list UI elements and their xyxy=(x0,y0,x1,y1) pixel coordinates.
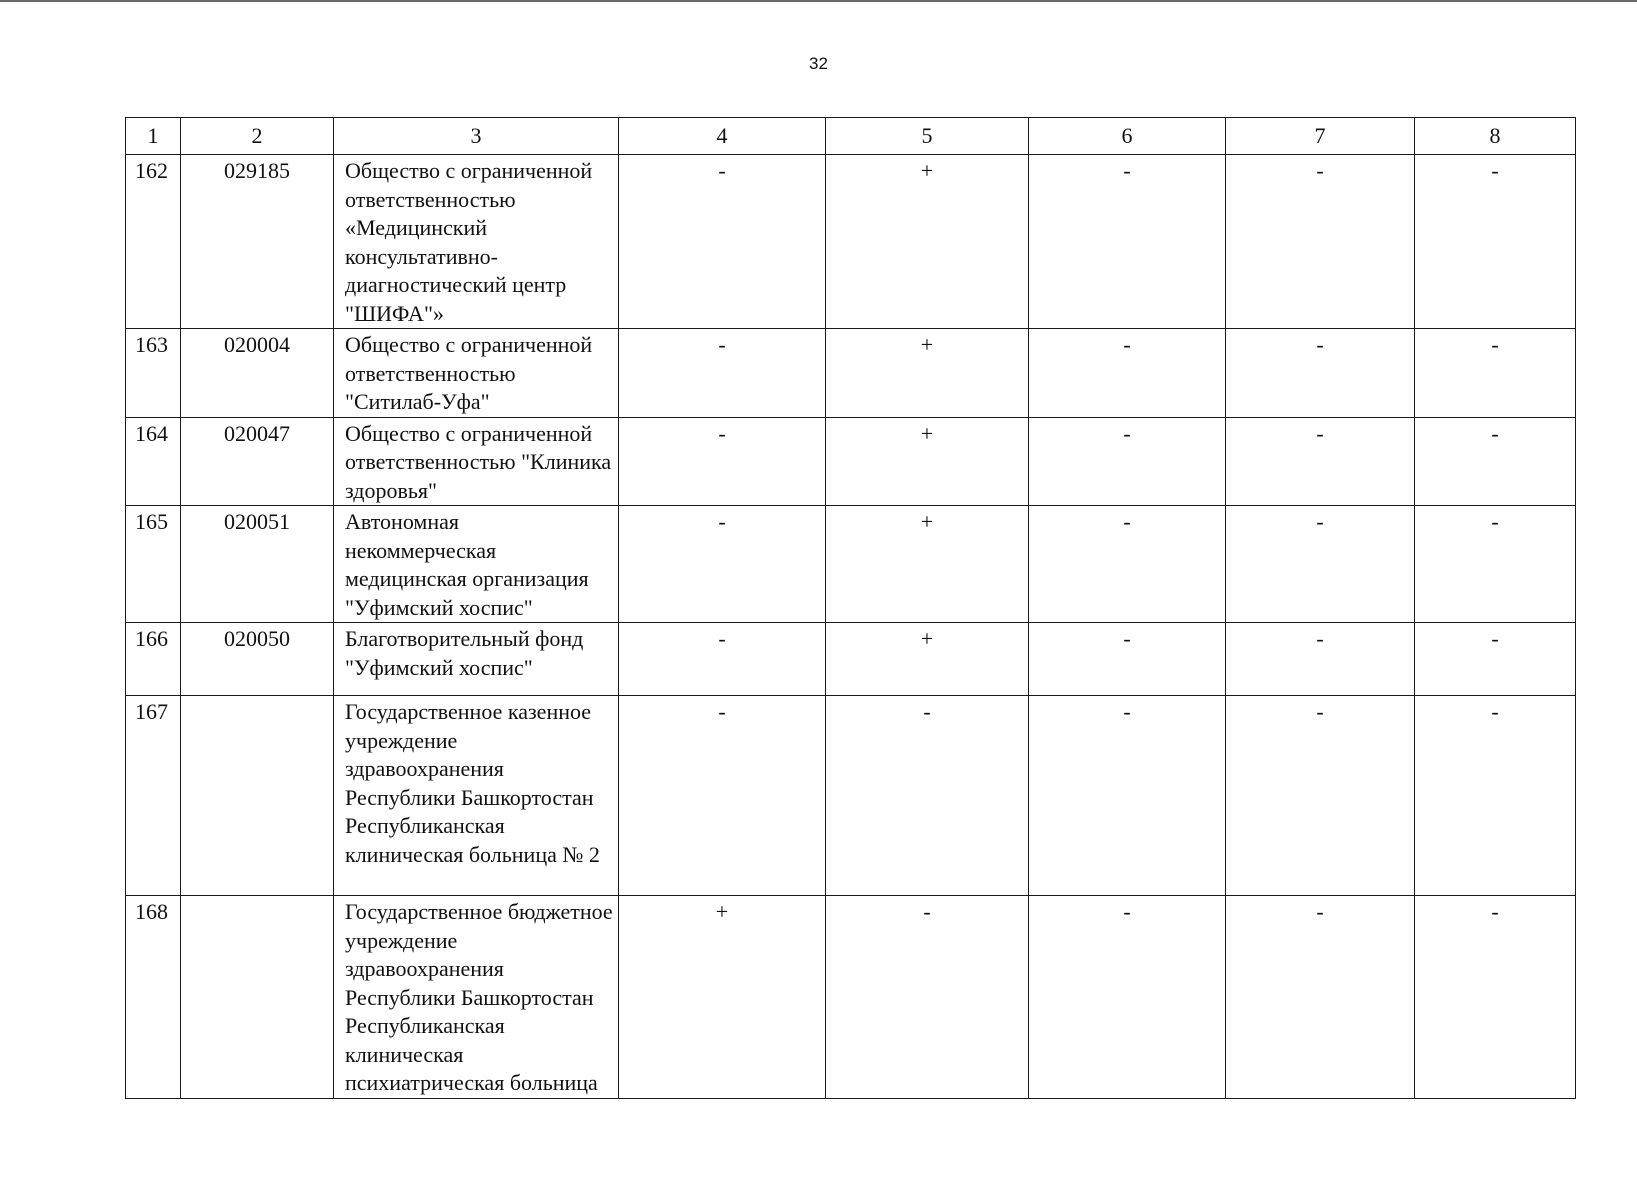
organization-name: Общество с ограниченной ответственностью «Медицинский консультативно-диагностический центр "ШИФА"» xyxy=(334,155,619,329)
table-row xyxy=(126,155,1576,329)
table-row xyxy=(126,896,1576,1099)
row-number: 168 xyxy=(126,896,181,1099)
mark-cell: - xyxy=(619,623,826,696)
column-header: 7 xyxy=(1226,118,1415,155)
mark-cell: - xyxy=(1226,417,1415,506)
mark-cell: - xyxy=(619,506,826,623)
registry-code xyxy=(181,696,334,896)
mark-cell: - xyxy=(1415,506,1576,623)
organization-name: Общество с ограниченной ответственностью "Клиника здоровья" xyxy=(334,417,619,506)
mark-cell: - xyxy=(1029,329,1226,418)
mark-cell: - xyxy=(826,696,1029,896)
mark-cell: - xyxy=(619,329,826,418)
mark-cell: - xyxy=(1029,506,1226,623)
registry-code xyxy=(181,896,334,1099)
registry-table xyxy=(125,117,1576,1099)
mark-cell: - xyxy=(1029,417,1226,506)
mark-cell: + xyxy=(826,329,1029,418)
table-row xyxy=(126,696,1576,896)
mark-cell: - xyxy=(1415,623,1576,696)
mark-cell: - xyxy=(826,896,1029,1099)
registry-code: 020050 xyxy=(181,623,334,696)
organization-name: Общество с ограниченной ответственностью "Ситилаб-Уфа" xyxy=(334,329,619,418)
mark-cell: + xyxy=(826,623,1029,696)
mark-cell: - xyxy=(1226,329,1415,418)
row-number: 163 xyxy=(126,329,181,418)
mark-cell: - xyxy=(1415,155,1576,329)
mark-cell: - xyxy=(1226,506,1415,623)
column-header: 3 xyxy=(334,118,619,155)
organization-name: Государственное казенное учреждение здравоохранения Республики Башкортостан Республиканская клиническая больница № 2 xyxy=(334,696,619,896)
mark-cell: - xyxy=(1226,696,1415,896)
mark-cell: - xyxy=(619,417,826,506)
registry-code: 020051 xyxy=(181,506,334,623)
row-number: 162 xyxy=(126,155,181,329)
page-number: 32 xyxy=(809,54,828,73)
mark-cell: - xyxy=(619,696,826,896)
mark-cell: - xyxy=(1415,417,1576,506)
mark-cell: - xyxy=(1226,896,1415,1099)
mark-cell: - xyxy=(1029,696,1226,896)
mark-cell: - xyxy=(1029,623,1226,696)
registry-code: 020047 xyxy=(181,417,334,506)
row-number: 166 xyxy=(126,623,181,696)
column-header: 5 xyxy=(826,118,1029,155)
organization-name: Благотворительный фонд "Уфимский хоспис" xyxy=(334,623,619,696)
organization-name: Автономная некоммерческая медицинская организация "Уфимский хоспис" xyxy=(334,506,619,623)
row-number: 167 xyxy=(126,696,181,896)
mark-cell: - xyxy=(1226,155,1415,329)
mark-cell: + xyxy=(826,417,1029,506)
table-row xyxy=(126,417,1576,506)
mark-cell: + xyxy=(826,506,1029,623)
column-header: 6 xyxy=(1029,118,1226,155)
mark-cell: - xyxy=(1226,623,1415,696)
organization-name: Государственное бюджетное учреждение здравоохранения Республики Башкортостан Республиканская клиническая психиатрическая больница xyxy=(334,896,619,1099)
mark-cell: - xyxy=(619,155,826,329)
top-scan-rule xyxy=(0,0,1637,2)
registry-code: 029185 xyxy=(181,155,334,329)
mark-cell: + xyxy=(619,896,826,1099)
column-header: 1 xyxy=(126,118,181,155)
registry-code: 020004 xyxy=(181,329,334,418)
mark-cell: + xyxy=(826,155,1029,329)
row-number: 164 xyxy=(126,417,181,506)
column-header: 4 xyxy=(619,118,826,155)
mark-cell: - xyxy=(1029,896,1226,1099)
column-header: 8 xyxy=(1415,118,1576,155)
table-row xyxy=(126,623,1576,696)
table-header-row xyxy=(126,118,1576,155)
column-header: 2 xyxy=(181,118,334,155)
row-number: 165 xyxy=(126,506,181,623)
mark-cell: - xyxy=(1415,696,1576,896)
mark-cell: - xyxy=(1029,155,1226,329)
mark-cell: - xyxy=(1415,329,1576,418)
table-row xyxy=(126,506,1576,623)
mark-cell: - xyxy=(1415,896,1576,1099)
table-row xyxy=(126,329,1576,418)
